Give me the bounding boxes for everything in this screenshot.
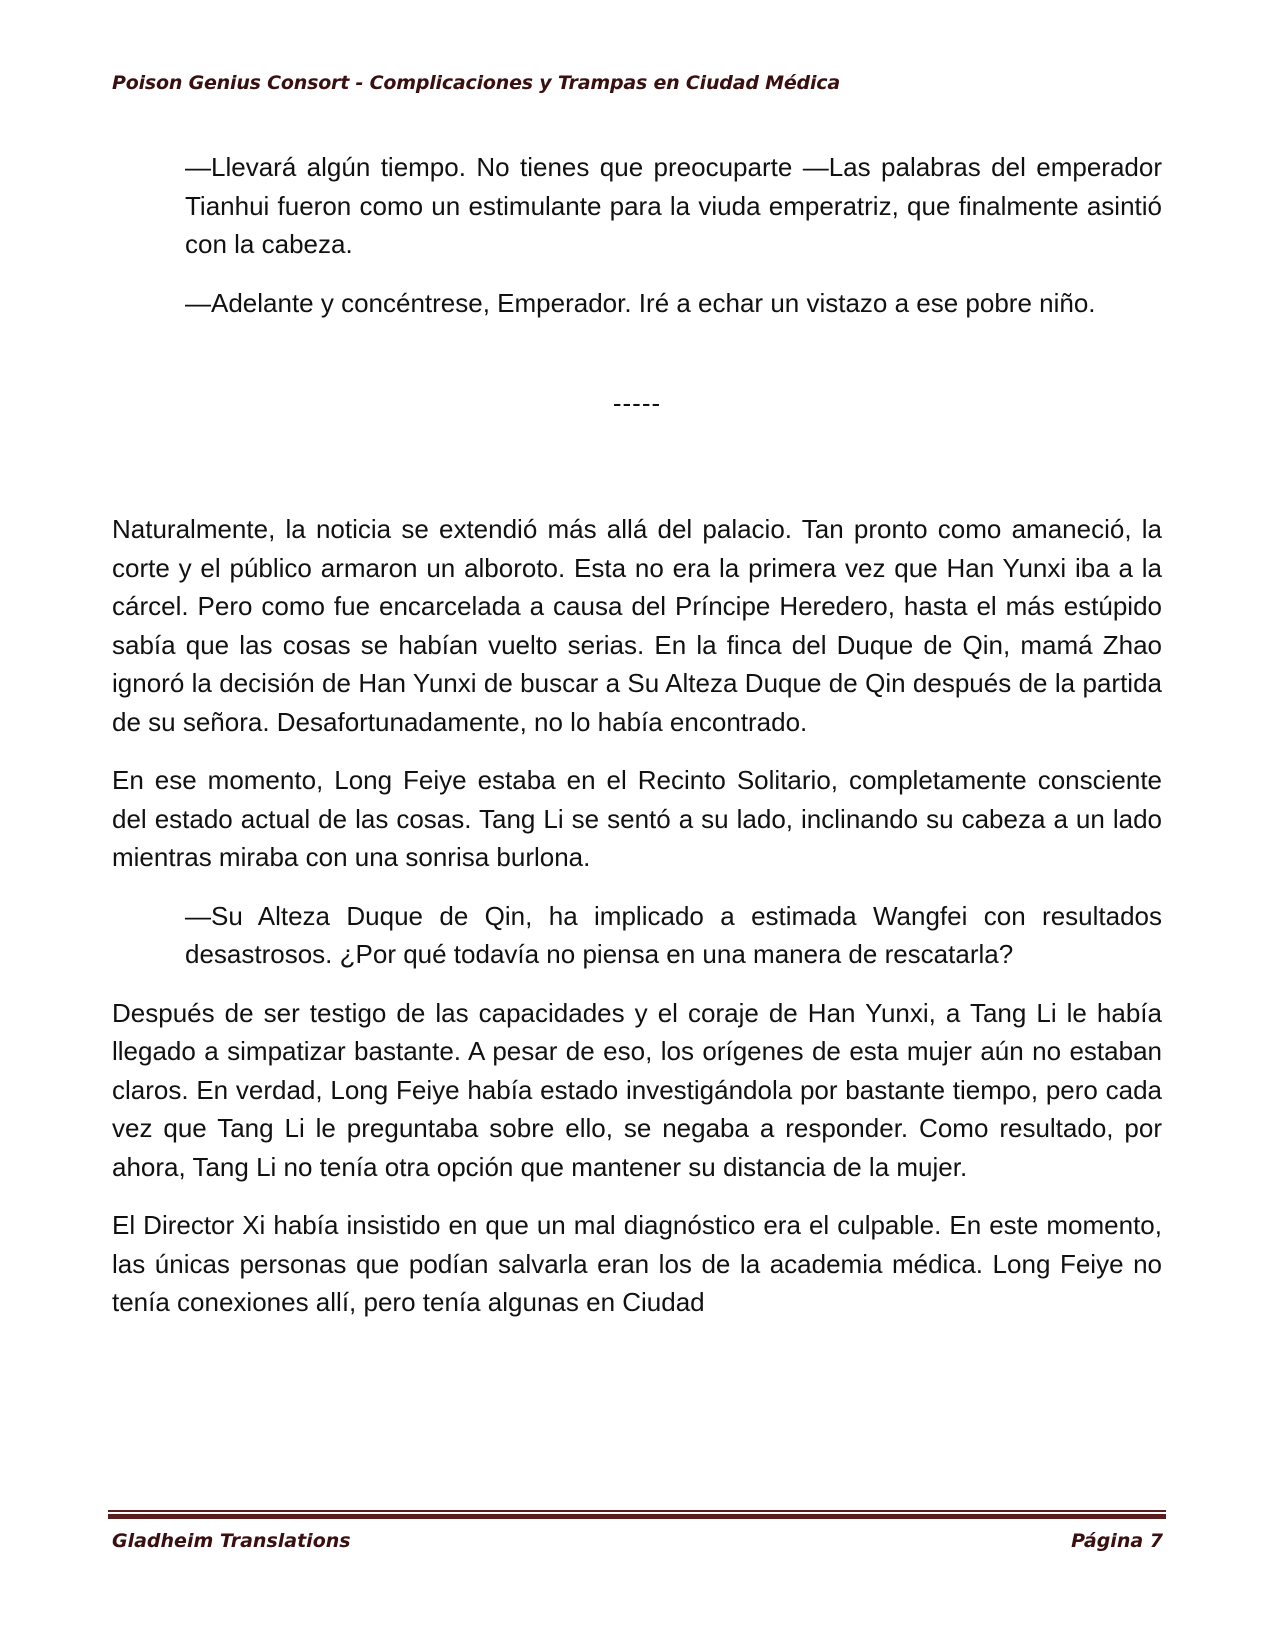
body-paragraph-4: El Director Xi había insistido en que un mal diagnóstico era el culpable. En este momento, las únicas personas que podían salvarla eran los de la academia médica. Long Feiye no tenía conexiones allí, pero tenía algunas en Ciudad (112, 1210, 1162, 1317)
body-paragraph-3: Después de ser testigo de las capacidades y el coraje de Han Yunxi, a Tang Li le había llegado a simpatizar bastante. A pesar de eso, los orígenes de esta mujer aún no estaban claros. En verdad, Long Feiye había estado investigándola por bastante tiempo, pero cada vez que Tang Li le preguntaba sobre ello, se negaba a responder. Como resultado, por ahora, Tang Li no tenía otra opción que mantener su distancia de la mujer. (112, 997, 1162, 1182)
page-content (112, 148, 1162, 1322)
footer-page-number: Página 7 (1071, 1530, 1163, 1552)
scene-separator: ----- (612, 388, 662, 418)
body-paragraph-2: En ese momento, Long Feiye estaba en el Recinto Solitario, completamente consciente del estado actual de las cosas. Tang Li se sentó a su lado, inclinando su cabeza a un lado mientras miraba con una sonrisa burlona. (112, 765, 1162, 872)
footer-rule-thin (108, 1510, 1166, 1512)
footer-translator-credit: Gladheim Translations (112, 1530, 351, 1552)
footer-rule-thick (108, 1514, 1166, 1519)
dialogue-paragraph-3: —Su Alteza Duque de Qin, ha implicado a estimada Wangfei con resultados desastrosos. ¿Por qué todavía no piensa en una manera de rescatarla? (185, 900, 1162, 969)
dialogue-paragraph-2: —Adelante y concéntrese, Emperador. Iré a echar un vistazo a ese pobre niño. (185, 287, 1096, 318)
page-header-title: Poison Genius Consort - Complicaciones y Trampas en Ciudad Médica (112, 72, 840, 94)
dialogue-paragraph-1: —Llevará algún tiempo. No tienes que preocuparte —Las palabras del emperador Tianhui fueron como un estimulante para la viuda emperatriz, que finalmente asintió con la cabeza. (185, 152, 1162, 259)
body-paragraph-1: Naturalmente, la noticia se extendió más allá del palacio. Tan pronto como amaneció, la corte y el público armaron un alboroto. Esta no era la primera vez que Han Yunxi iba a la cárcel. Pero como fue encarcelada a causa del Príncipe Heredero, hasta el más estúpido sabía que las cosas se habían vuelto serias. En la finca del Duque de Qin, mamá Zhao ignoró la decisión de Han Yunxi de buscar a Su Alteza Duque de Qin después de la partida de su señora. Desafortunadamente, no lo había encontrado. (112, 514, 1162, 737)
